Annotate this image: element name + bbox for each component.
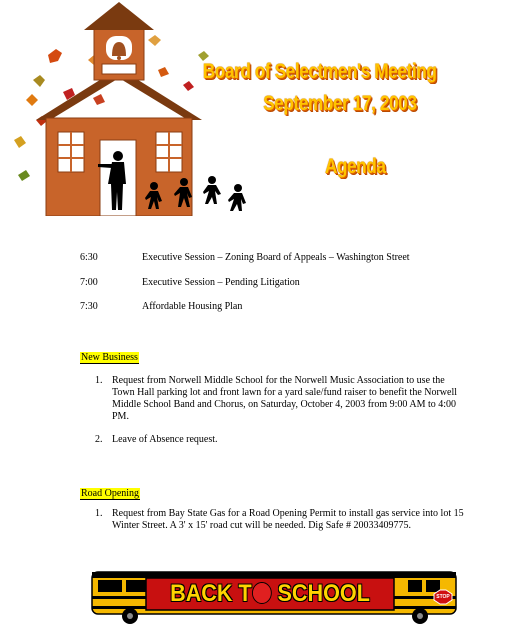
schedule-row [80,252,98,263]
new-business-item: Leave of Absence request. [112,434,218,445]
schedule-row [80,277,98,288]
list-number: 1. [95,375,103,386]
list-number: 1. [95,508,103,519]
schedule-row [80,301,98,312]
page-title: Board of Selectmen's Meeting [202,60,437,83]
schedule-time: 6:30 [80,252,98,263]
meeting-date: September 17, 2003 [263,92,417,115]
road-opening-item: Request from Bay State Gas for a Road Opening Permit to install gas service into lot 15 Winter Street. A 3' x 15' road cut will be needed. Dig Safe # 20033409775. [112,508,464,531]
schedule-time: 7:30 [80,301,98,312]
school-bus-illustration [90,566,462,624]
list-number: 2. [95,434,103,445]
bus-banner-text [160,580,380,608]
schedule-item: Affordable Housing Plan [142,301,243,312]
bus-banner-left: BACK T [170,580,252,607]
agenda-heading: Agenda [324,155,386,178]
schedule-item: Executive Session – Pending Litigation [142,277,300,288]
schedule-item: Executive Session – Zoning Board of Appeals – Washington Street [142,252,410,263]
new-business-item: Request from Norwell Middle School for the Norwell Music Association to use the Town Hall parking lot and front lawn for a yard sale/fund raiser to benefit the Norwell Middle School Band and Chorus, on Saturday, October 4, 2003 from 9:00 AM to 4:00 PM. [112,375,458,422]
bus-banner-right: SCHOOL [271,580,370,607]
road-opening-heading: Road Opening [81,488,140,499]
schoolhouse-illustration [8,0,248,220]
stop-sign-label: STOP [436,594,450,600]
new-business-heading: New Business [81,352,138,363]
apple-icon [252,582,272,604]
schedule-time: 7:00 [80,277,98,288]
